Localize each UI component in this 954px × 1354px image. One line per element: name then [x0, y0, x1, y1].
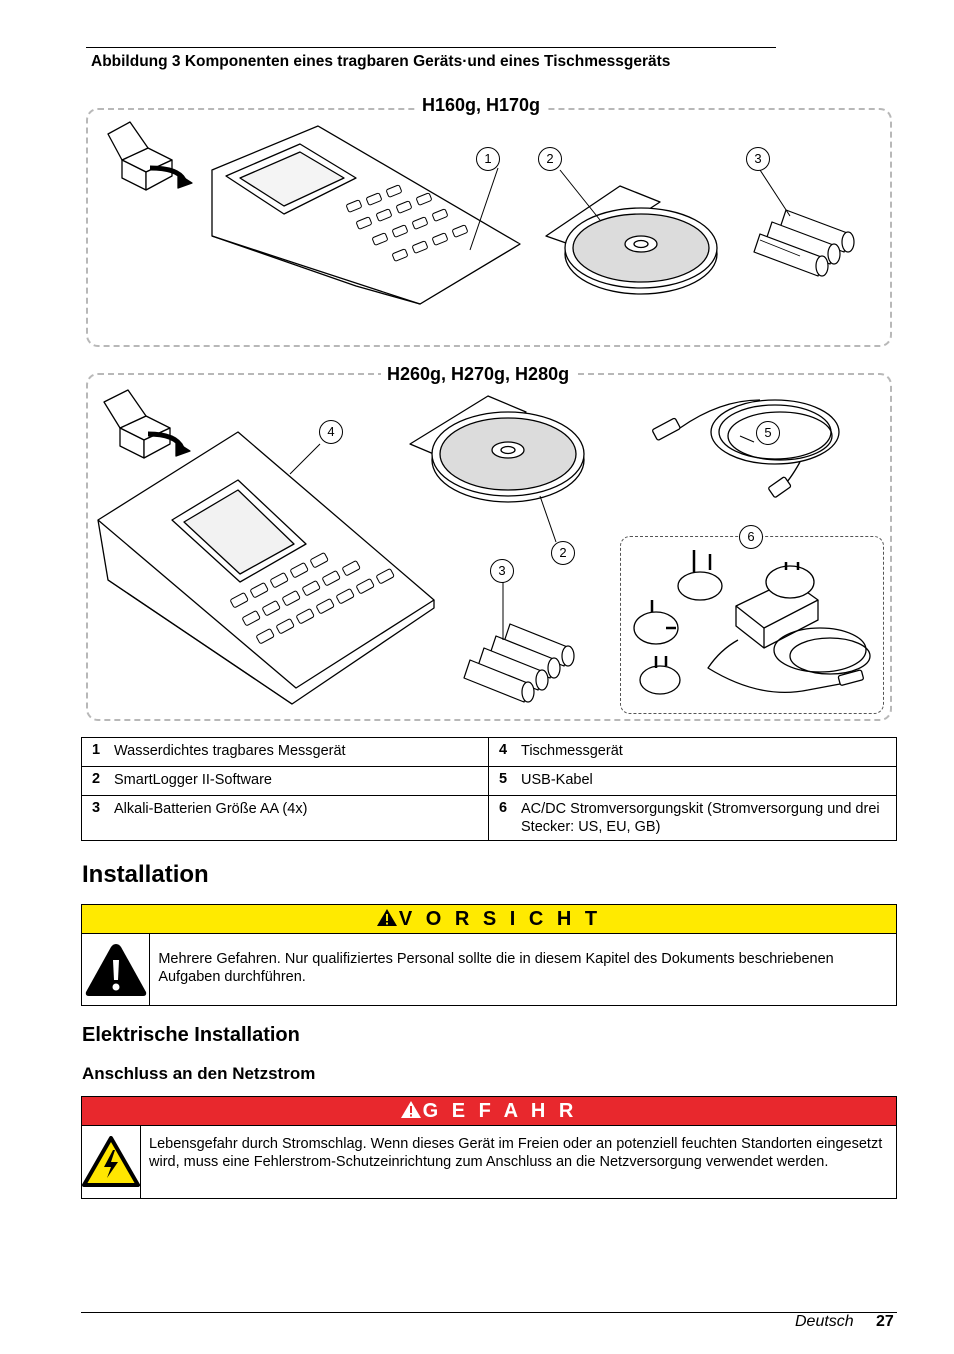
caution-text: Mehrere Gefahren. Nur qualifiziertes Personal sollte die in diesem Kapitel des Dokuments beschriebenen Aufgaben durchführen.	[158, 951, 834, 985]
callout-3: 3	[746, 147, 770, 171]
danger-symbol	[82, 1126, 141, 1198]
caution-header	[82, 905, 896, 934]
batteries-drawing	[754, 210, 854, 276]
mains-connection-heading: Anschluss an den Netzstrom	[82, 1064, 316, 1083]
electric-shock-icon	[82, 1136, 140, 1188]
legend-text: USB-Kabel	[521, 772, 593, 788]
legend-text: Alkali-Batterien Größe AA (4x)	[114, 801, 308, 817]
legend-number: 6	[499, 800, 508, 816]
benchtop-meter-drawing	[98, 432, 434, 704]
box-icon	[108, 122, 172, 190]
legend-number: 4	[499, 742, 508, 758]
danger-label: G E F A H R	[422, 1100, 578, 1122]
callout-1: 1	[476, 147, 500, 171]
legend-number: 3	[92, 800, 101, 816]
legend-number: 5	[499, 771, 508, 787]
callout-2b: 2	[551, 541, 575, 565]
page-number: 27	[876, 1313, 894, 1330]
callout-5: 5	[756, 421, 780, 445]
table-row	[82, 767, 897, 796]
callout-6: 6	[739, 525, 763, 549]
warning-triangle-icon	[377, 909, 397, 926]
danger-notice	[81, 1096, 897, 1199]
caution-label: V O R S I C H T	[398, 908, 602, 930]
figure-caption: Abbildung 3 Komponenten eines tragbaren Geräts·und eines Tischmessgeräts	[91, 53, 671, 70]
software-cd-drawing	[546, 186, 717, 294]
callout-2: 2	[538, 147, 562, 171]
legend-number: 1	[92, 742, 101, 758]
legend-text: AC/DC Stromversorgungskit (Stromversorgung und drei Stecker: US, EU, GB)	[521, 801, 880, 835]
caution-symbol	[82, 934, 150, 1005]
warning-triangle-icon	[401, 1101, 421, 1118]
power-kit-drawing	[634, 550, 870, 694]
callout-3b: 3	[490, 559, 514, 583]
footer-rule	[81, 1312, 897, 1313]
usb-cable-drawing	[652, 400, 839, 498]
danger-text: Lebensgefahr durch Stromschlag. Wenn dieses Gerät im Freien oder an potenziell feuchten Standorten eingesetzt wird, muss eine Fehlerstrom-Schutzeinrichtung zum Anschluss an die Netzversorgung verwendet werden.	[149, 1136, 883, 1170]
danger-header	[82, 1097, 896, 1126]
portable-meter-drawing	[212, 126, 520, 304]
legend-text: Wasserdichtes tragbares Messgerät	[114, 743, 346, 759]
benchtop-models-title: H260g, H270g, H280g	[381, 364, 575, 385]
electrical-installation-heading: Elektrische Installation	[82, 1024, 300, 1046]
legend-text: Tischmessgerät	[521, 743, 623, 759]
legend-text: SmartLogger II-Software	[114, 772, 272, 788]
callout-4: 4	[319, 420, 343, 444]
portable-models-title: H160g, H170g	[416, 95, 546, 116]
installation-heading: Installation	[82, 861, 209, 888]
table-row	[82, 796, 897, 841]
caution-notice	[81, 904, 897, 1006]
table-row	[82, 738, 897, 767]
footer-language: Deutsch	[795, 1313, 854, 1330]
exclamation-warning-icon	[84, 942, 148, 998]
components-legend-table	[81, 737, 897, 841]
legend-number: 2	[92, 771, 101, 787]
